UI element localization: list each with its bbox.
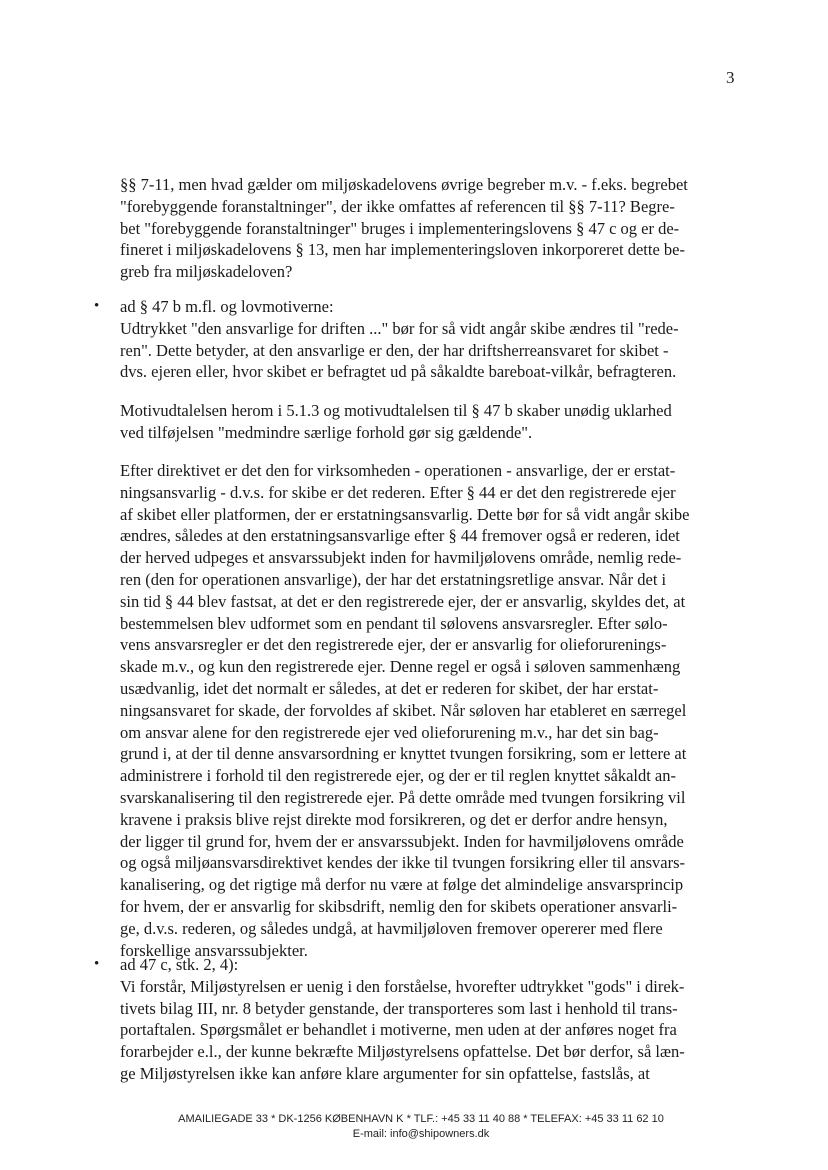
- text-line: tivets bilag III, nr. 8 betyder genstande, der transporteres som last i henhold til trans-: [120, 998, 678, 1018]
- text-line: §§ 7-11, men hvad gælder om miljøskadelovens øvrige begreber m.v. - f.eks. begrebet: [120, 175, 688, 194]
- text-line: fineret i miljøskadelovens § 13, men har implementeringsloven inkorporeret dette be-: [120, 240, 685, 260]
- text-line: sin tid § 44 blev fastsat, at det er den registrerede ejer, der er ansvarlig, skyldes det, at: [120, 591, 686, 611]
- text-line: portaftalen. Spørgsmålet er behandlet i motiverne, men uden at der anføres noget fra: [120, 1020, 677, 1040]
- paragraph-2: [120, 400, 672, 444]
- text-line: ved tilføjelsen "medmindre særlige forhold gør sig gældende".: [120, 422, 533, 442]
- text-line: bet "forebyggende foranstaltninger" bruges i implementeringslovens § 47 c og er de-: [120, 218, 680, 238]
- text-line: kravene i praksis blive rejst direkte mod forsikreren, og det er derfor andre hensyn,: [120, 809, 668, 829]
- footer-email: E-mail: info@shipowners.dk: [352, 1128, 490, 1140]
- text-line: og også miljøansvarsdirektivet kendes der ikke til tvungen forsikring eller til ansvars-: [120, 853, 685, 873]
- bullet-heading: ad § 47 b m.fl. og lovmotiverne:: [120, 297, 334, 316]
- text-line: for hvem, der er ansvarlig for skibsdrift, nemlig den for skibets operationer ansvarli-: [120, 896, 678, 916]
- text-line: forarbejder e.l., der kunne bekræfte Miljøstyrelsens opfattelse. Det bør derfor, så læn-: [120, 1042, 685, 1062]
- page-number: 3: [726, 68, 735, 87]
- text-line: der herved udpeges et ansvarssubjekt inden for havmiljølovens område, nemlig rede-: [120, 548, 682, 568]
- text-line: forskellige ansvarssubjekter.: [120, 940, 308, 960]
- paragraph-1: [120, 174, 688, 283]
- text-line: ren (den for operationen ansvarlige), der har det erstatningsretlige ansvar. Når det i: [120, 569, 667, 589]
- text-line: Efter direktivet er det den for virksomheden - operationen - ansvarlige, der er erstat-: [120, 461, 676, 480]
- text-line: usædvanlig, idet det normalt er således, at det er rederen for skibet, der har erstat-: [120, 678, 659, 698]
- paragraph-3: [120, 460, 690, 961]
- bullet-icon: •: [94, 956, 100, 972]
- text-line: der ligger til grund for, hvem der er ansvarssubjekt. Inden for havmiljølovens område: [120, 831, 684, 851]
- footer-address: AMAILIEGADE 33 * DK-1256 KØBENHAVN K * TLF.: +45 33 11 40 88 * TELEFAX: +45 33 11 62 10: [178, 1113, 664, 1125]
- bullet-icon: •: [94, 298, 100, 314]
- text-line: administrere i forhold til den registrerede ejer, og der er til reglen knyttet såkaldt an-: [120, 766, 677, 786]
- text-line: dvs. ejeren eller, hvor skibet er befragtet ud på såkaldte bareboat-vilkår, befragteren.: [120, 362, 677, 382]
- text-line: Udtrykket "den ansvarlige for driften ..." bør for så vidt angår skibe ændres til "rede-: [120, 318, 679, 338]
- text-line: ge, d.v.s. rederen, og således undgå, at havmiljøloven fremover opererer med flere: [120, 918, 663, 938]
- text-line: ningsansvarlig - d.v.s. for skibe er det rederen. Efter § 44 er det den registrerede ejer: [120, 482, 676, 502]
- bullet-heading: ad 47 c, stk. 2, 4):: [120, 955, 239, 974]
- text-line: ren". Dette betyder, at den ansvarlige er den, der har driftsherreansvaret for skibet -: [120, 340, 669, 360]
- text-line: vens ansvarsregler er det den registrerede ejer, der er ansvarlig for olieforurenings-: [120, 635, 667, 655]
- text-line: ge Miljøstyrelsen ikke kan anføre klare argumenter for sin opfattelse, fastslås, at: [120, 1063, 650, 1083]
- text-line: ændres, således at den erstatningsansvarlige efter § 44 fremover også er rederen, idet: [120, 526, 680, 546]
- text-line: af skibet eller platformen, der er erstatningsansvarlig. Dette bør for så vidt angår skibe: [120, 504, 690, 524]
- text-line: skade m.v., og kun den registrerede ejer. Denne regel er også i søloven sammenhæng: [120, 657, 681, 677]
- text-line: kanalisering, og det rigtige må derfor nu være at følge det almindelige ansvarsprincip: [120, 875, 684, 895]
- text-line: grund i, at der til denne ansvarsordning er knyttet tvungen forsikring, som er lettere at: [120, 744, 687, 764]
- text-line: ningsansvaret for skade, der forvoldes af skibet. Når søloven har etableret en særregel: [120, 700, 687, 720]
- text-line: Vi forstår, Miljøstyrelsen er uenig i den forståelse, hvorefter udtrykket "gods" i direk-: [120, 976, 685, 996]
- text-line: Motivudtalelsen herom i 5.1.3 og motivudtalelsen til § 47 b skaber unødig uklarhed: [120, 401, 672, 420]
- text-line: svarskanalisering til den registrerede ejer. På dette område med tvungen forsikring vil: [120, 787, 686, 807]
- text-line: om ansvar alene for den registrerede ejer ved olieforurening m.v., har det sin bag-: [120, 722, 659, 742]
- text-line: greb fra miljøskadeloven?: [120, 262, 293, 282]
- bullet-section-47c: [94, 954, 685, 1085]
- bullet-section-47b: [94, 296, 679, 383]
- text-line: "forebyggende foranstaltninger", der ikke omfattes af referencen til §§ 7-11? Begre-: [120, 196, 675, 216]
- letterhead-footer: [0, 1112, 828, 1142]
- text-line: bestemmelsen blev udformet som en pendant til sølovens ansvarsregler. Efter sølo-: [120, 613, 668, 633]
